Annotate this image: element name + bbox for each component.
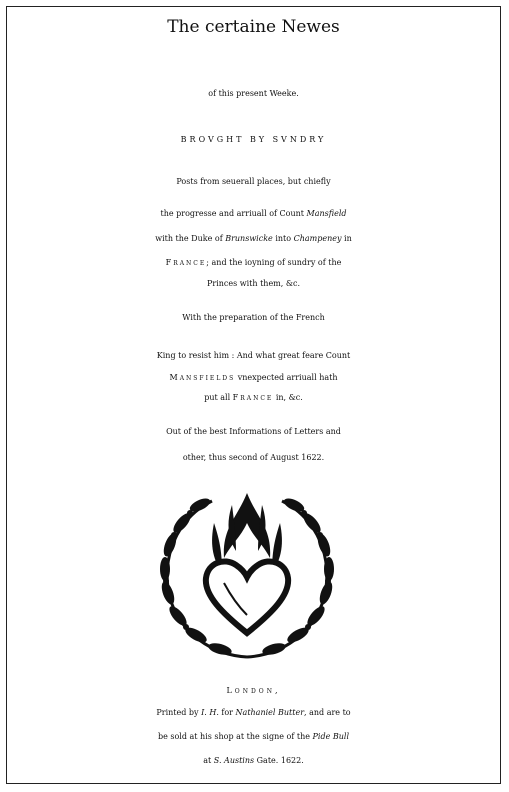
description-line-1: Posts from seuerall places, but chiefly — [176, 177, 331, 186]
brought-heading: BROVGHT BY SVNDRY — [180, 135, 327, 144]
text-span: vnexpected arriuall hath — [235, 373, 338, 382]
flaming-heart-wreath-ornament — [152, 483, 342, 663]
name-brunswicke: Brunswicke — [225, 234, 273, 243]
text-span: the progresse and arriuall of Count — [160, 209, 307, 218]
text-span: , and are to — [304, 708, 351, 717]
text-span: at — [203, 756, 214, 765]
description-line-5: Princes with them, &c. — [206, 279, 300, 288]
text-span: in — [341, 234, 352, 243]
text-span: for — [218, 708, 236, 717]
place-france: France — [232, 393, 274, 402]
page-subtitle: of this present Weeke. — [208, 89, 299, 98]
text-span: Gate. 1622. — [254, 756, 304, 765]
heart-shape — [206, 561, 288, 633]
text-span: in, &c. — [273, 393, 303, 402]
preparation-line-1: King to resist him : And what great feare Count — [156, 351, 351, 360]
imprint-city: London, — [226, 686, 281, 695]
text-span: ; and the ioyning of sundry of the — [206, 258, 342, 267]
name-mansfield: Mansfield — [306, 209, 347, 218]
title-page — [6, 6, 501, 784]
place-champeney: Champeney — [293, 234, 342, 243]
text-span: with the Duke of — [155, 234, 226, 243]
description-line-4 — [7, 258, 500, 267]
text-span: Printed by — [156, 708, 202, 717]
preparation-line-3 — [7, 393, 500, 402]
shop-sign: Pide Bull — [312, 732, 350, 741]
location-name: S. Austins — [213, 756, 255, 765]
description-line-2 — [7, 209, 500, 218]
publisher-name: Nathaniel Butter — [235, 708, 305, 717]
printer-initials: I. H. — [201, 708, 219, 717]
description-line-3 — [7, 234, 500, 243]
sources-line-1: Out of the best Informations of Letters and — [166, 427, 341, 436]
place-france: France — [165, 258, 207, 267]
preparation-heading: With the preparation of the French — [182, 313, 325, 322]
text-span: be sold at his shop at the signe of the — [157, 732, 313, 741]
text-span: into — [272, 234, 294, 243]
text-span: put all — [204, 393, 233, 402]
name-mansfields: Mansfields — [169, 373, 236, 382]
page-title: The certaine Newes — [167, 17, 340, 37]
sources-line-2: other, thus second of August 1622. — [182, 453, 325, 462]
preparation-line-2 — [7, 373, 500, 382]
